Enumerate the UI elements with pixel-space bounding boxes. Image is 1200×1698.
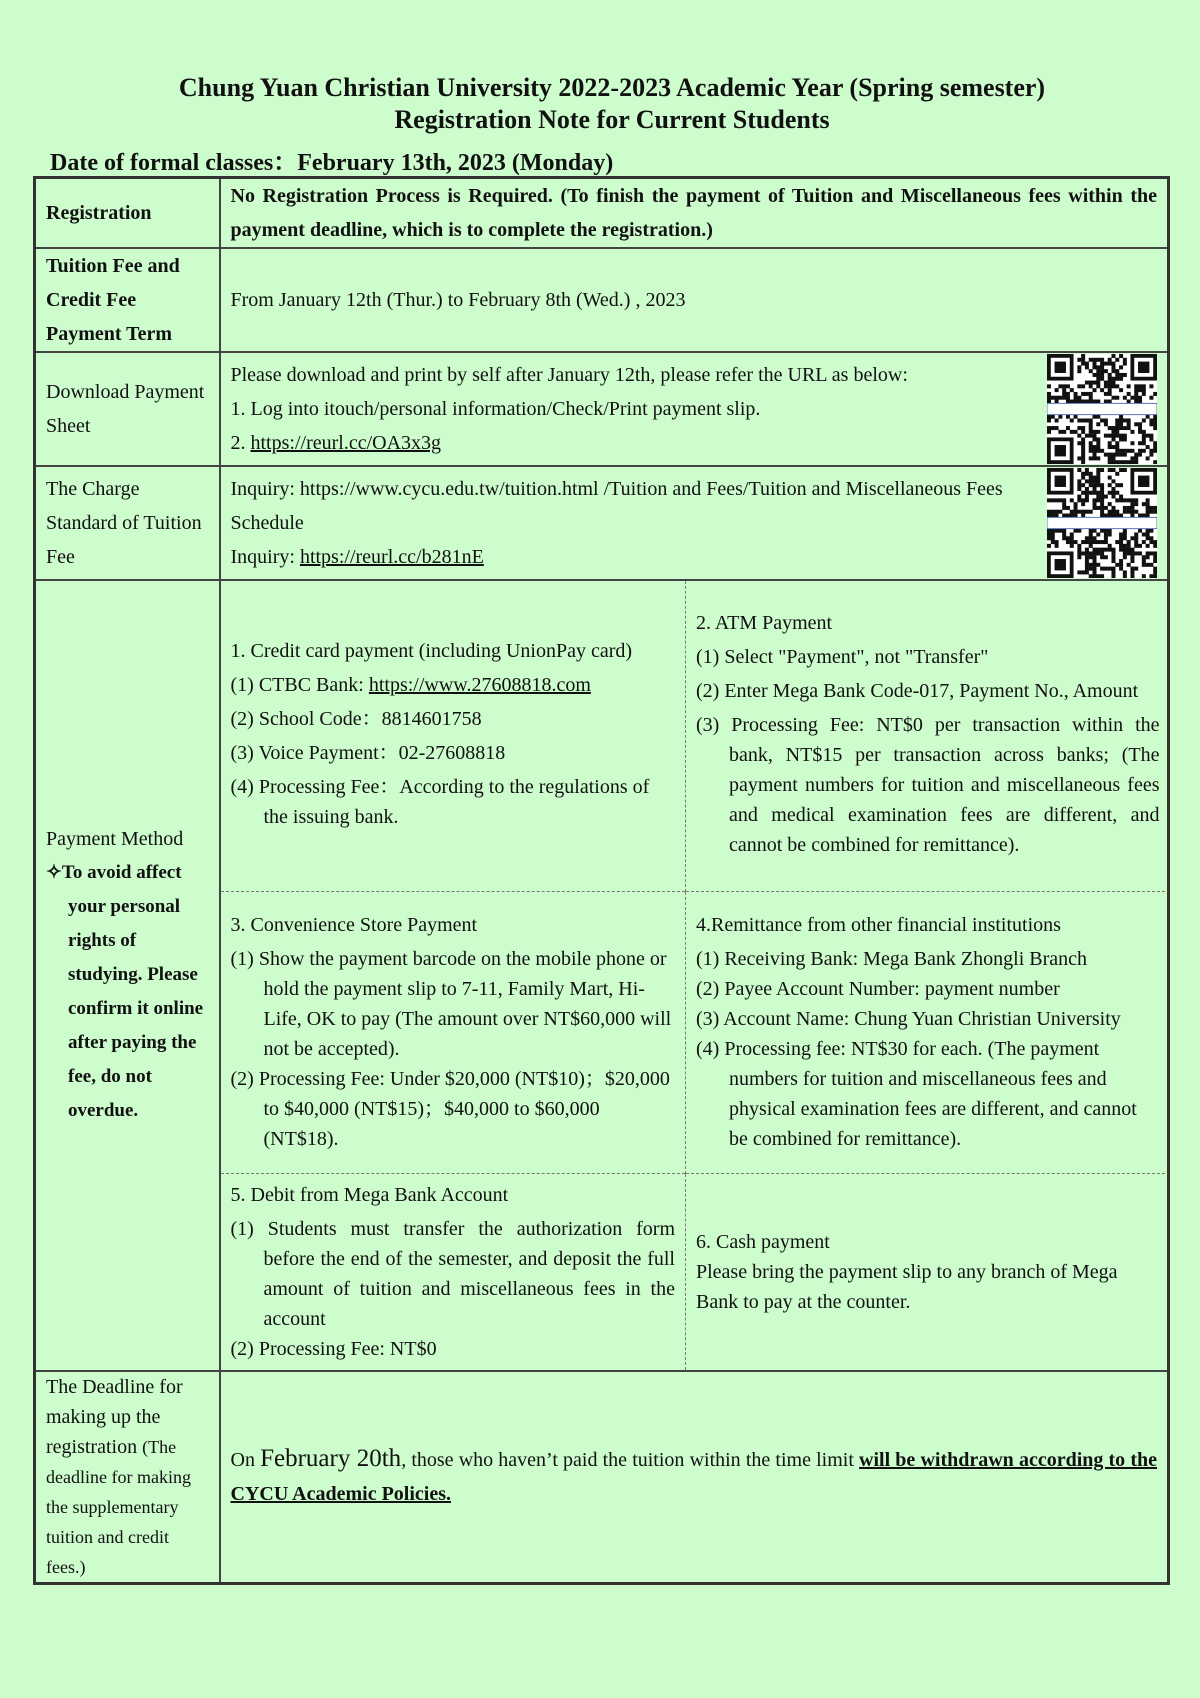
registration-label: Registration xyxy=(35,178,220,249)
remit-title: 4.Remittance from other financial institutions xyxy=(696,914,1061,936)
cash-payment xyxy=(686,1173,1170,1370)
remit-step-4: (4) Processing fee: NT$30 for each. (The payment numbers for tuition and miscellaneous fees and physical examination fees are different, and cannot be combined for remittance). xyxy=(696,1038,1137,1150)
title-line-2: Registration Note for Current Students xyxy=(394,105,830,134)
title-line-1: Chung Yuan Christian University 2022-2023 Academic Year (Spring semester) xyxy=(178,73,1046,102)
download-line-2: 1. Log into itouch/personal information/Check/Print payment slip. xyxy=(230,398,761,420)
download-line-1: Please download and print by self after January 12th, please refer the URL as below: xyxy=(230,364,908,386)
store-step-2: (2) Processing Fee: Under $20,000 (NT$10)；$20,000 to $40,000 (NT$15)；$40,000 to $60,000 (NT$18). xyxy=(230,1068,670,1150)
ctbc-link[interactable]: https://www.27608818.com xyxy=(368,673,591,696)
atm-step-1: (1) Select "Payment", not "Transfer" xyxy=(696,645,989,668)
remittance-payment xyxy=(686,891,1170,1173)
remit-step-2: (2) Payee Account Number: payment number xyxy=(696,978,1060,1000)
row-tuition-term xyxy=(35,248,1169,352)
payment-methods-grid xyxy=(220,580,1169,1371)
debit-payment xyxy=(221,1173,686,1370)
atm-title: 2. ATM Payment xyxy=(696,611,833,634)
deadline-date: February 20th xyxy=(260,1445,402,1472)
charge-content xyxy=(220,466,1169,580)
deadline-on: On xyxy=(230,1449,261,1471)
deadline-withdrawn-warning: will be withdrawn according to the CYCU Academic Policies. xyxy=(230,1449,1157,1505)
credit-ctbc xyxy=(231,670,676,700)
tuition-term-label: Tuition Fee and Credit Fee Payment Term xyxy=(35,248,220,352)
payment-note: ✧To avoid affect your personal rights of studying. Please confirm it online after paying the fee, do not overdue. xyxy=(46,862,204,1122)
row-registration xyxy=(35,178,1169,249)
payment-label-cell xyxy=(35,580,220,1371)
deadline-content xyxy=(220,1371,1169,1584)
registration-info-table xyxy=(33,176,1170,1585)
row-deadline xyxy=(35,1371,1169,1584)
charge-line-2-prefix: Inquiry: xyxy=(230,546,300,568)
registration-content: No Registration Process is Required. (To finish the payment of Tuition and Miscellaneous fees within the payment deadline, which is to complete the registration.) xyxy=(220,178,1169,249)
row-download-payment-sheet xyxy=(35,352,1169,466)
deadline-label-cell xyxy=(35,1371,220,1584)
row-charge-standard xyxy=(35,466,1169,580)
debit-step-1: (1) Students must transfer the authorization form before the end of the semester, and deposit the full amount of tuition and miscellaneous fees in the account xyxy=(230,1217,675,1330)
tuition-term-content: From January 12th (Thur.) to February 8th (Wed.) , 2023 xyxy=(220,248,1169,352)
payment-method-label: Payment Method xyxy=(46,828,184,851)
formal-class-date: Date of formal classes：February 13th, 2023 (Monday) xyxy=(50,150,614,176)
deadline-label-main: The Deadline for making up the registration xyxy=(46,1375,183,1458)
download-qr-code-icon[interactable] xyxy=(1047,354,1157,464)
download-line-3-prefix: 2. xyxy=(230,432,251,454)
remit-step-3: (3) Account Name: Chung Yuan Christian University xyxy=(696,1008,1121,1030)
remit-step-1: (1) Receiving Bank: Mega Bank Zhongli Branch xyxy=(696,948,1088,970)
row-payment-method xyxy=(35,580,1169,1371)
charge-line-2 xyxy=(231,540,1040,574)
cash-body: Please bring the payment slip to any branch of Mega Bank to pay at the counter. xyxy=(696,1260,1118,1313)
charge-qr-code-icon[interactable] xyxy=(1047,468,1157,578)
cash-title: 6. Cash payment xyxy=(696,1230,830,1253)
store-step-1: (1) Show the payment barcode on the mobile phone or hold the payment slip to 7-11, Family Mart, Hi-Life, OK to pay (The amount over NT$60,000 will not be accepted). xyxy=(230,948,672,1060)
charge-line-1: Inquiry: https://www.cycu.edu.tw/tuition.html /Tuition and Fees/Tuition and Miscellaneous Fees Schedule xyxy=(230,478,1003,534)
credit-voice-payment: (3) Voice Payment：02-27608818 xyxy=(230,741,506,764)
debit-step-2: (2) Processing Fee: NT$0 xyxy=(230,1337,437,1360)
credit-card-title: 1. Credit card payment (including UnionPay card) xyxy=(230,639,633,662)
atm-step-2: (2) Enter Mega Bank Code-017, Payment No., Amount xyxy=(696,679,1139,702)
convenience-store-payment xyxy=(221,891,686,1173)
atm-step-3: (3) Processing Fee: NT$0 per transaction within the bank, NT$15 per transaction across banks; (The payment numbers for tuition and miscellaneous fees and medical examination fees are different, and cannot be combined for remittance). xyxy=(696,713,1160,856)
credit-school-code: (2) School Code：8814601758 xyxy=(230,707,482,730)
download-content xyxy=(220,352,1169,466)
atm-payment xyxy=(686,581,1170,891)
deadline-middle: , those who haven’t paid the tuition within the time limit xyxy=(401,1449,860,1471)
charge-label: The Charge Standard of Tuition Fee xyxy=(35,466,220,580)
download-line-3 xyxy=(231,426,1040,460)
credit-card-payment xyxy=(221,581,686,891)
deadline-label-small: (The deadline for making the supplementary tuition and credit fees.) xyxy=(46,1436,191,1577)
download-label: Download Payment Sheet xyxy=(35,352,220,466)
store-title: 3. Convenience Store Payment xyxy=(230,914,478,936)
download-url-link[interactable]: https://reurl.cc/OA3x3g xyxy=(250,432,442,454)
debit-title: 5. Debit from Mega Bank Account xyxy=(230,1183,509,1206)
credit-processing-fee: (4) Processing Fee：According to the regulations of the issuing bank. xyxy=(230,775,650,828)
charge-url-link[interactable]: https://reurl.cc/b281nE xyxy=(299,546,484,568)
credit-ctbc-prefix: (1) CTBC Bank: xyxy=(230,673,369,696)
page-title xyxy=(0,72,1200,136)
